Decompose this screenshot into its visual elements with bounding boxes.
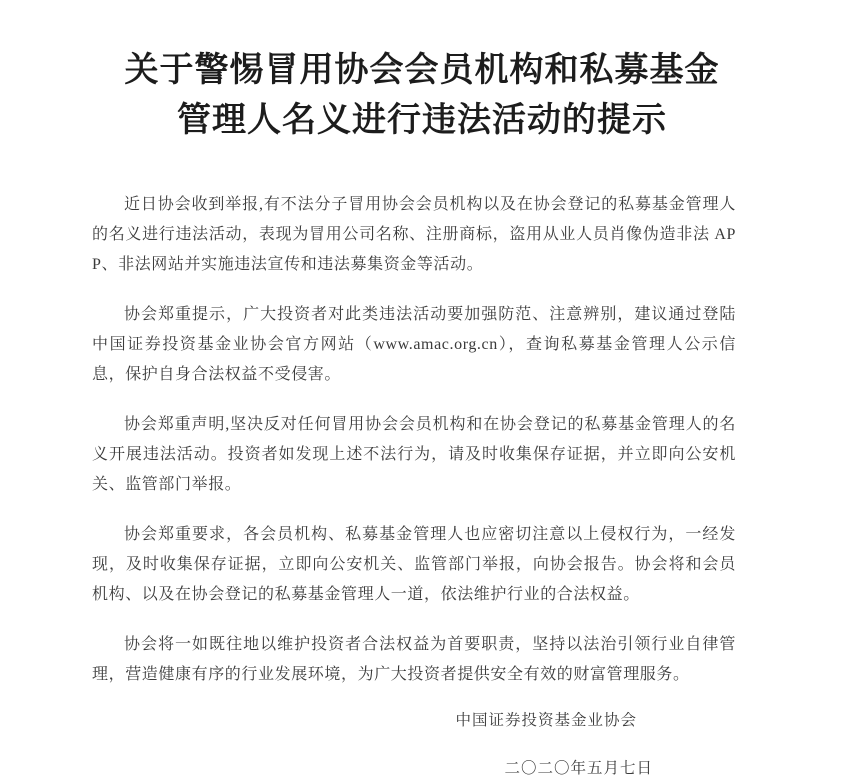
document-title-line2: 管理人名义进行违法活动的提示 [177,102,667,139]
paragraph-3: 协会郑重声明,坚决反对任何冒用协会会员机构和在协会登记的私募基金管理人的名义开展违法活动。投资者如发现上述不法行为，请及时收集保存证据，并立即向公安机关、监管部门举报。 [92,416,736,493]
paragraph-2: 协会郑重提示，广大投资者对此类违法活动要加强防范、注意辨别，建议通过登陆中国证券投资基金业协会官方网站（www.amac.org.cn），查询私募基金管理人公示信息，保护自身合法权益不受侵害。 [92,306,736,383]
document-title-line1: 关于警惕冒用协会会员机构和私募基金 [124,52,720,89]
paragraph-4: 协会郑重要求，各会员机构、私募基金管理人也应密切注意以上侵权行为，一经发现，及时收集保存证据，立即向公安机关、监管部门举报，向协会报告。协会将和会员机构、以及在协会登记的私募基金管理人一道，依法维护行业的合法权益。 [92,526,736,603]
document-body [92,190,736,778]
signature-date: 二〇二〇年五月七日 [504,760,653,777]
document-page [0,46,844,782]
paragraph-1: 近日协会收到举报,有不法分子冒用协会会员机构以及在协会登记的私募基金管理人的名义进行违法活动，表现为冒用公司名称、注册商标，盗用从业人员肖像伪造非法 APP、非法网站并实施违法宣传和违法募集资金等活动。 [92,196,736,273]
document-title [0,46,844,146]
signature-organization: 中国证券投资基金业协会 [455,712,637,729]
paragraph-5: 协会将一如既往地以维护投资者合法权益为首要职责，坚持以法治引领行业自律管理，营造健康有序的行业发展环境，为广大投资者提供安全有效的财富管理服务。 [92,636,736,683]
